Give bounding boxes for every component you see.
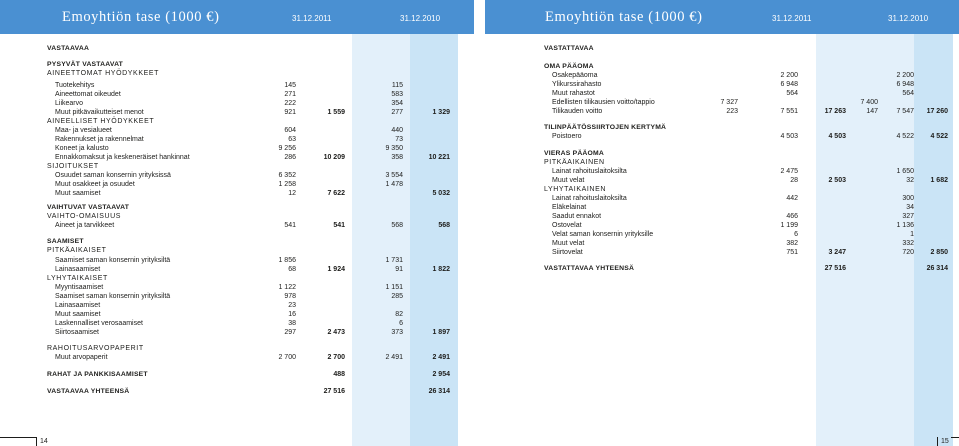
section-heading: VASTAAVAA YHTEENSÄ — [47, 388, 130, 395]
value-cell: 2 491 — [385, 354, 403, 361]
value-cell: 564 — [902, 90, 914, 97]
value-cell: 82 — [395, 311, 403, 318]
section-heading: PYSYVÄT VASTAAVAT — [47, 61, 124, 68]
value-cell: 300 — [902, 195, 914, 202]
row-label: Saadut ennakot — [552, 213, 602, 220]
row-label: Maa- ja vesialueet — [55, 127, 112, 134]
section-heading: VIERAS PÄÄOMA — [544, 150, 605, 157]
value-cell: 34 — [906, 204, 914, 211]
value-cell: 7 551 — [780, 108, 798, 115]
row-label: Muut rahastot — [552, 90, 595, 97]
value-cell: 488 — [333, 371, 345, 378]
value-cell: 16 — [288, 311, 296, 318]
value-cell: 541 — [284, 222, 296, 229]
value-cell: 1 559 — [327, 109, 345, 116]
row-label: Ennakkomaksut ja keskeneräiset hankinnat — [55, 154, 190, 161]
row-label: Siirtovelat — [552, 249, 583, 256]
value-cell: 115 — [391, 82, 403, 89]
value-cell: 6 — [794, 231, 798, 238]
value-cell: 271 — [284, 91, 296, 98]
value-cell: 2 200 — [780, 72, 798, 79]
value-cell: 7 327 — [720, 99, 738, 106]
value-cell: 720 — [902, 249, 914, 256]
value-cell: 6 — [399, 320, 403, 327]
value-cell: 297 — [284, 329, 296, 336]
header-title: Emoyhtiön tase (1000 €) — [545, 9, 703, 25]
value-cell: 4 522 — [930, 133, 948, 140]
value-cell: 7 547 — [896, 108, 914, 115]
value-cell: 5 032 — [432, 190, 450, 197]
balance-sheet-assets-page — [0, 0, 474, 446]
value-cell: 222 — [284, 100, 296, 107]
row-label: Rakennukset ja rakennelmat — [55, 136, 144, 143]
value-cell: 286 — [284, 154, 296, 161]
category-heading: AINEELLISET HYÖDYKKEET — [47, 118, 155, 125]
value-cell: 6 948 — [896, 81, 914, 88]
value-cell: 1 924 — [327, 266, 345, 273]
value-cell: 1 650 — [896, 168, 914, 175]
value-cell: 7 622 — [327, 190, 345, 197]
value-cell: 27 516 — [824, 265, 846, 272]
value-cell: 10 209 — [323, 154, 345, 161]
page-number: 15 — [937, 437, 949, 446]
value-cell: 277 — [391, 109, 403, 116]
row-label: Laskennalliset verosaamiset — [55, 320, 143, 327]
category-heading: LYHYTAIKAINEN — [544, 186, 606, 193]
row-label: Aineet ja tarvikkeet — [55, 222, 115, 229]
value-cell: 978 — [284, 293, 296, 300]
value-cell: 568 — [438, 222, 450, 229]
value-cell: 91 — [395, 266, 403, 273]
value-cell: 1 682 — [930, 177, 948, 184]
value-cell: 541 — [333, 222, 345, 229]
value-cell: 147 — [866, 108, 878, 115]
row-label: Muut osakkeet ja osuudet — [55, 181, 135, 188]
header-year-previous: 31.12.2010 — [400, 14, 441, 23]
value-cell: 332 — [902, 240, 914, 247]
category-heading: RAHOITUSARVOPAPERIT — [47, 345, 144, 352]
row-label: Ylikurssirahasto — [552, 81, 602, 88]
value-cell: 1 897 — [432, 329, 450, 336]
row-label: Saamiset saman konsernin yrityksiltä — [55, 293, 171, 300]
value-cell: 145 — [284, 82, 296, 89]
value-cell: 9 350 — [385, 145, 403, 152]
value-cell: 2 200 — [896, 72, 914, 79]
value-cell: 466 — [786, 213, 798, 220]
value-cell: 68 — [288, 266, 296, 273]
category-heading: VAIHTO-OMAISUUS — [47, 213, 122, 220]
assets-rows — [0, 0, 474, 446]
header-year-current: 31.12.2011 — [772, 14, 812, 23]
value-cell: 26 314 — [428, 388, 450, 395]
section-heading: VASTATTAVAA — [544, 45, 594, 52]
value-cell: 63 — [288, 136, 296, 143]
category-heading: LYHYTAIKAISET — [47, 275, 108, 282]
value-cell: 17 260 — [926, 108, 948, 115]
section-heading: RAHAT JA PANKKISAAMISET — [47, 371, 148, 378]
section-heading: VASTAAVAA — [47, 45, 90, 52]
value-cell: 6 352 — [278, 172, 296, 179]
value-cell: 28 — [790, 177, 798, 184]
value-cell: 285 — [391, 293, 403, 300]
row-label: Koneet ja kalusto — [55, 145, 109, 152]
value-cell: 38 — [288, 320, 296, 327]
row-label: Velat saman konsernin yrityksille — [552, 231, 654, 238]
value-cell: 440 — [391, 127, 403, 134]
row-label: Siirtosaamiset — [55, 329, 99, 336]
value-cell: 1 — [910, 231, 914, 238]
value-cell: 1 731 — [385, 257, 403, 264]
value-cell: 23 — [288, 302, 296, 309]
footer-rule — [0, 437, 36, 438]
footer-rule — [951, 437, 959, 438]
value-cell: 1 151 — [385, 284, 403, 291]
value-cell: 751 — [786, 249, 798, 256]
header-year-previous: 31.12.2010 — [888, 14, 929, 23]
value-cell: 373 — [391, 329, 403, 336]
section-heading: OMA PÄÄOMA — [544, 63, 594, 70]
value-cell: 1 199 — [780, 222, 798, 229]
row-label: Lainat rahoituslaitoksilta — [552, 168, 627, 175]
row-label: Edellisten tilikausien voitto/tappio — [552, 99, 655, 106]
value-cell: 7 400 — [860, 99, 878, 106]
row-label: Lainasaamiset — [55, 266, 101, 273]
value-cell: 26 314 — [926, 265, 948, 272]
header-year-current: 31.12.2011 — [292, 14, 332, 23]
value-cell: 223 — [726, 108, 738, 115]
value-cell: 2 473 — [327, 329, 345, 336]
row-label: Muut saamiset — [55, 190, 101, 197]
value-cell: 3 554 — [385, 172, 403, 179]
section-heading: TILINPÄÄTÖSSIIRTOJEN KERTYMÄ — [544, 124, 667, 131]
value-cell: 6 948 — [780, 81, 798, 88]
value-cell: 2 475 — [780, 168, 798, 175]
value-cell: 10 221 — [428, 154, 450, 161]
row-label: Aineettomat oikeudet — [55, 91, 121, 98]
value-cell: 12 — [288, 190, 296, 197]
row-label: Osuudet saman konsernin yrityksissä — [55, 172, 171, 179]
value-cell: 564 — [786, 90, 798, 97]
row-label: Muut velat — [552, 177, 585, 184]
value-cell: 2 700 — [327, 354, 345, 361]
category-heading: AINEETTOMAT HYÖDYKKEET — [47, 70, 159, 77]
value-cell: 1 122 — [278, 284, 296, 291]
row-label: Tuotekehitys — [55, 82, 95, 89]
value-cell: 17 263 — [824, 108, 846, 115]
value-cell: 3 247 — [828, 249, 846, 256]
value-cell: 604 — [284, 127, 296, 134]
value-cell: 4 503 — [780, 133, 798, 140]
category-heading: SIJOITUKSET — [47, 163, 99, 170]
header-title: Emoyhtiön tase (1000 €) — [62, 9, 220, 25]
value-cell: 4 522 — [896, 133, 914, 140]
row-label: Tilikauden voitto — [552, 108, 603, 115]
value-cell: 1 258 — [278, 181, 296, 188]
row-label: Lainat rahoituslaitoksilta — [552, 195, 627, 202]
liabilities-rows — [485, 0, 959, 446]
section-heading: VAIHTUVAT VASTAAVAT — [47, 204, 130, 211]
value-cell: 27 516 — [323, 388, 345, 395]
value-cell: 921 — [284, 109, 296, 116]
row-label: Lainasaamiset — [55, 302, 101, 309]
value-cell: 2 491 — [432, 354, 450, 361]
value-cell: 2 850 — [930, 249, 948, 256]
category-heading: PITKÄAIKAISET — [47, 247, 107, 254]
row-label: Ostovelat — [552, 222, 582, 229]
value-cell: 2 954 — [432, 371, 450, 378]
value-cell: 32 — [906, 177, 914, 184]
row-label: Muut velat — [552, 240, 585, 247]
row-label: Liikearvo — [55, 100, 84, 107]
value-cell: 327 — [902, 213, 914, 220]
row-label: Muut saamiset — [55, 311, 101, 318]
row-label: Eläkelainat — [552, 204, 587, 211]
value-cell: 442 — [786, 195, 798, 202]
value-cell: 9 256 — [278, 145, 296, 152]
row-label: Myyntisaamiset — [55, 284, 104, 291]
value-cell: 354 — [391, 100, 403, 107]
page-number: 14 — [36, 437, 48, 446]
section-heading: SAAMISET — [47, 238, 84, 245]
value-cell: 2 700 — [278, 354, 296, 361]
value-cell: 1 329 — [432, 109, 450, 116]
row-label: Saamiset saman konsernin yrityksiltä — [55, 257, 171, 264]
value-cell: 1 822 — [432, 266, 450, 273]
row-label: Muut arvopaperit — [55, 354, 108, 361]
balance-sheet-liabilities-page — [485, 0, 959, 446]
row-label: Poistoero — [552, 133, 582, 140]
value-cell: 1 856 — [278, 257, 296, 264]
value-cell: 382 — [786, 240, 798, 247]
value-cell: 73 — [395, 136, 403, 143]
row-label: Muut pitkävaikutteiset menot — [55, 109, 144, 116]
value-cell: 568 — [391, 222, 403, 229]
section-heading: VASTATTAVAA YHTEENSÄ — [544, 265, 635, 272]
value-cell: 583 — [391, 91, 403, 98]
row-label: Osakepääoma — [552, 72, 598, 79]
value-cell: 358 — [391, 154, 403, 161]
value-cell: 1 478 — [385, 181, 403, 188]
value-cell: 2 503 — [828, 177, 846, 184]
category-heading: PITKÄAIKAINEN — [544, 159, 605, 166]
value-cell: 1 136 — [896, 222, 914, 229]
value-cell: 4 503 — [828, 133, 846, 140]
